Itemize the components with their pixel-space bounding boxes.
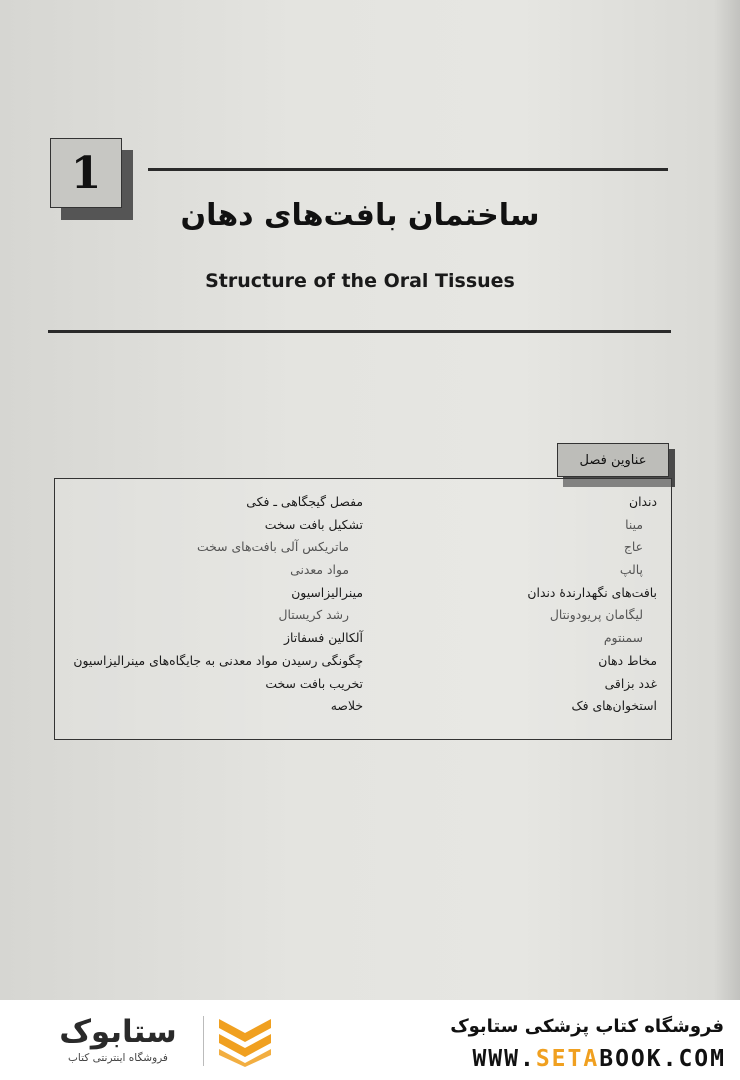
- toc-item: سمنتوم: [603, 630, 643, 646]
- url-suffix: BOOK.COM: [599, 1046, 726, 1072]
- footer-divider: [203, 1016, 204, 1066]
- store-footer-banner: [0, 1000, 740, 1080]
- store-logo-wordmark: ستابوک: [59, 1014, 177, 1050]
- toc-item: رشد کریستال: [278, 607, 349, 623]
- toc-item: استخوان‌های فک: [571, 698, 657, 714]
- toc-item: تشکیل بافت سخت: [264, 516, 363, 532]
- toc-item: غدد بزاقی: [604, 675, 657, 691]
- toc-right-column: [407, 491, 657, 718]
- chapter-contents-box: [54, 478, 672, 740]
- store-title: فروشگاه کتاب پزشکی ستابوک: [450, 1016, 724, 1037]
- toc-item: ماتریکس آلی بافت‌های سخت: [196, 539, 349, 555]
- chapter-title-persian: ساختمان بافت‌های دهان: [180, 198, 540, 233]
- toc-item: لیگامان پریودونتال: [549, 607, 643, 623]
- toc-item: آلکالین فسفاتاز: [284, 630, 363, 646]
- header-rule-top: [148, 168, 668, 171]
- toc-heading-tab: عناوین فصل: [557, 443, 669, 477]
- toc-item: مواد معدنی: [290, 562, 349, 578]
- toc-item: چگونگی رسیدن مواد معدنی به جایگاه‌های مینرالیزاسیون: [73, 652, 363, 668]
- toc-item: مینرالیزاسیون: [291, 584, 363, 600]
- toc-item: مینا: [625, 516, 643, 532]
- url-prefix: WWW.: [472, 1046, 536, 1072]
- toc-item: بافت‌های نگهدارندهٔ دندان: [527, 584, 657, 600]
- toc-item: مخاط دهان: [598, 652, 657, 668]
- chapter-number-box: 1: [50, 138, 122, 208]
- store-logo-subtitle: فروشگاه اینترنتی کتاب: [68, 1052, 168, 1064]
- header-rule-bottom: [48, 330, 671, 333]
- toc-item: خلاصه: [330, 698, 363, 714]
- toc-item: مفصل گیجگاهی ـ فکی: [246, 494, 363, 509]
- toc-item: دندان: [628, 494, 657, 509]
- toc-left-column: [63, 491, 363, 718]
- toc-item: عاج: [623, 539, 643, 555]
- url-highlight: SETA: [535, 1046, 600, 1072]
- toc-item: پالپ: [619, 562, 643, 578]
- toc-item: تخریب بافت سخت: [265, 675, 363, 691]
- stacked-chevrons-icon: [216, 1015, 274, 1067]
- chapter-title-english: Structure of the Oral Tissues: [205, 270, 515, 292]
- store-url[interactable]: [472, 1046, 726, 1072]
